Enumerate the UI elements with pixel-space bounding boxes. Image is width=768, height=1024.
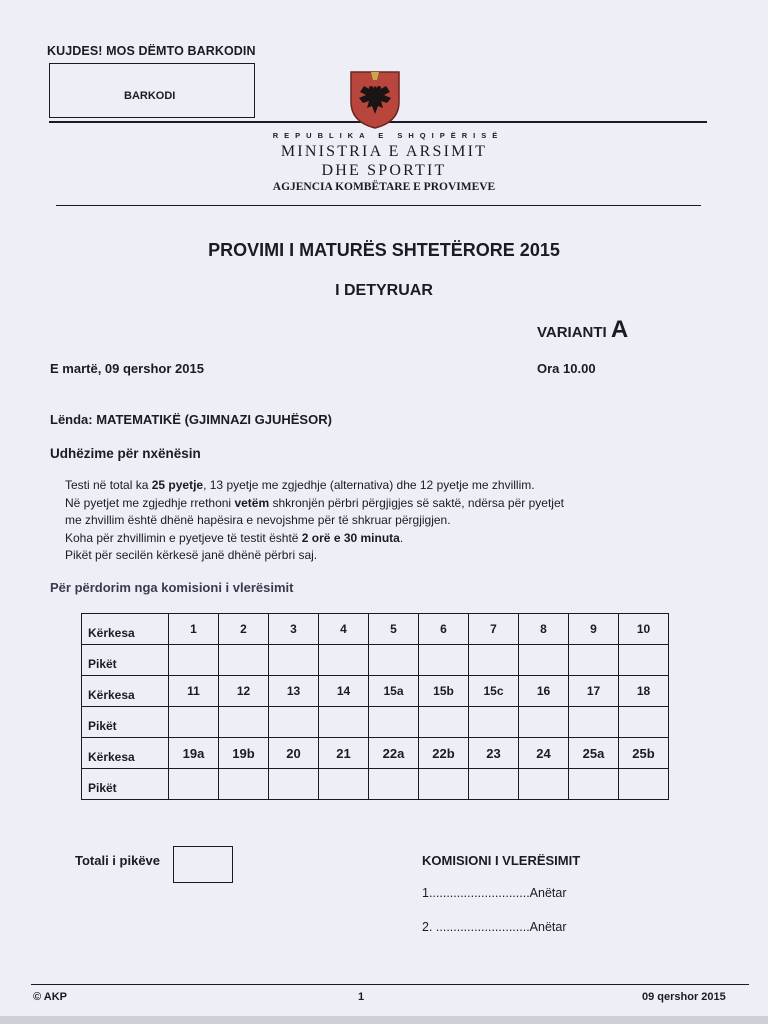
task-cell: 15b	[419, 676, 469, 707]
task-cell: 2	[219, 614, 269, 645]
task-cell: 7	[469, 614, 519, 645]
exam-date: E martë, 09 qershor 2015	[50, 361, 204, 376]
barcode-label: BARKODI	[124, 90, 176, 102]
task-cell: 25a	[569, 738, 619, 769]
points-input-cell[interactable]	[319, 769, 369, 800]
instruction-line: Në pyetjet me zgjedhje rrethoni vetëm shkronjën përbri përgjigjes së saktë, ndërsa për pyetjet	[65, 495, 564, 510]
task-cell: 22b	[419, 738, 469, 769]
instruction-line: me zhvillim është dhënë hapësira e nevojshme për të shkruar përgjigjen.	[65, 513, 451, 527]
variant-word: VARIANTI	[537, 324, 607, 341]
points-input-cell[interactable]	[319, 707, 369, 738]
task-cell: 3	[269, 614, 319, 645]
score-table	[81, 613, 669, 800]
task-cell: 19b	[219, 738, 269, 769]
commission-member-1: 1.............................Anëtar	[422, 886, 567, 900]
task-cell: 21	[319, 738, 369, 769]
task-cell: 11	[169, 676, 219, 707]
instructions-body	[65, 477, 625, 565]
page-number: 1	[358, 991, 365, 1003]
agency-name: AGJENCIA KOMBËTARE E PROVIMEVE	[272, 181, 496, 193]
points-input-cell[interactable]	[369, 707, 419, 738]
points-input-cell[interactable]	[369, 645, 419, 676]
table-row	[82, 707, 669, 738]
points-input-cell[interactable]	[469, 769, 519, 800]
footer-date: 09 qershor 2015	[642, 991, 726, 1003]
task-cell: 23	[469, 738, 519, 769]
table-row	[82, 676, 669, 707]
points-input-cell[interactable]	[419, 769, 469, 800]
commission-use-heading: Për përdorim nga komisioni i vlerësimit	[50, 580, 294, 595]
points-input-cell[interactable]	[519, 645, 569, 676]
task-cell: 15a	[369, 676, 419, 707]
ministry-line-1: MINISTRIA E ARSIMIT	[280, 143, 488, 160]
agency-rule	[56, 205, 701, 206]
task-cell: 18	[619, 676, 669, 707]
points-input-cell[interactable]	[269, 645, 319, 676]
instruction-line: Testi në total ka 25 pyetje, 13 pyetje me zgjedhje (alternativa) dhe 12 pyetje me zhvillim.	[65, 478, 535, 492]
task-cell: 22a	[369, 738, 419, 769]
task-cell: 17	[569, 676, 619, 707]
points-label: Pikët	[82, 769, 169, 800]
task-cell: 5	[369, 614, 419, 645]
points-input-cell[interactable]	[169, 645, 219, 676]
points-input-cell[interactable]	[219, 645, 269, 676]
instruction-line: Pikët për secilën kërkesë janë dhënë përbri saj.	[65, 548, 318, 562]
footer-copyright: © AKP	[33, 991, 67, 1003]
task-label: Kërkesa	[82, 676, 169, 707]
points-input-cell[interactable]	[219, 707, 269, 738]
task-cell: 20	[269, 738, 319, 769]
exam-time: Ora 10.00	[537, 361, 596, 376]
page-edge	[0, 1016, 768, 1024]
total-points-box[interactable]	[173, 846, 233, 883]
instructions-heading: Udhëzime për nxënësin	[50, 446, 201, 461]
table-row	[82, 738, 669, 769]
variant-letter: A	[610, 316, 629, 343]
footer-rule	[31, 984, 749, 985]
points-input-cell[interactable]	[219, 769, 269, 800]
exam-subject: Lënda: MATEMATIKË (GJIMNAZI GJUHËSOR)	[50, 412, 332, 427]
points-input-cell[interactable]	[569, 707, 619, 738]
task-cell: 4	[319, 614, 369, 645]
points-input-cell[interactable]	[519, 769, 569, 800]
republic-line: REPUBLIKA E SHQIPËRISË	[272, 131, 504, 140]
points-input-cell[interactable]	[469, 645, 519, 676]
task-cell: 15c	[469, 676, 519, 707]
points-input-cell[interactable]	[369, 769, 419, 800]
points-input-cell[interactable]	[469, 707, 519, 738]
task-cell: 19a	[169, 738, 219, 769]
task-cell: 16	[519, 676, 569, 707]
points-input-cell[interactable]	[619, 769, 669, 800]
table-row	[82, 645, 669, 676]
barcode-warning: KUJDES! MOS DËMTO BARKODIN	[47, 44, 256, 58]
points-input-cell[interactable]	[569, 769, 619, 800]
ministry-line-2: DHE SPORTIT	[321, 162, 447, 179]
points-input-cell[interactable]	[169, 707, 219, 738]
points-label: Pikët	[82, 707, 169, 738]
points-input-cell[interactable]	[619, 707, 669, 738]
barcode-box	[49, 63, 255, 118]
exam-title: PROVIMI I MATURËS SHTETËRORE 2015	[208, 240, 560, 260]
variant-label	[537, 316, 628, 344]
task-cell: 1	[169, 614, 219, 645]
instruction-line: Koha për zhvillimin e pyetjeve të testit është 2 orë e 30 minuta.	[65, 530, 404, 545]
task-cell: 6	[419, 614, 469, 645]
task-cell: 9	[569, 614, 619, 645]
points-input-cell[interactable]	[419, 645, 469, 676]
points-input-cell[interactable]	[269, 707, 319, 738]
task-cell: 25b	[619, 738, 669, 769]
points-input-cell[interactable]	[269, 769, 319, 800]
points-label: Pikët	[82, 645, 169, 676]
table-row	[82, 614, 669, 645]
task-cell: 13	[269, 676, 319, 707]
task-cell: 10	[619, 614, 669, 645]
task-cell: 12	[219, 676, 269, 707]
points-input-cell[interactable]	[619, 645, 669, 676]
points-input-cell[interactable]	[519, 707, 569, 738]
commission-member-2: 2. ...........................Anëtar	[422, 920, 567, 934]
total-points-label: Totali i pikëve	[75, 853, 161, 868]
points-input-cell[interactable]	[419, 707, 469, 738]
task-cell: 8	[519, 614, 569, 645]
points-input-cell[interactable]	[169, 769, 219, 800]
exam-subtitle: I DETYRUAR	[335, 282, 433, 299]
task-label: Kërkesa	[82, 738, 169, 769]
task-cell: 24	[519, 738, 569, 769]
commission-title: KOMISIONI I VLERËSIMIT	[422, 853, 581, 868]
points-input-cell[interactable]	[569, 645, 619, 676]
table-row	[82, 769, 669, 800]
albanian-emblem-icon	[345, 68, 405, 130]
task-cell: 14	[319, 676, 369, 707]
points-input-cell[interactable]	[319, 645, 369, 676]
task-label: Kërkesa	[82, 614, 169, 645]
